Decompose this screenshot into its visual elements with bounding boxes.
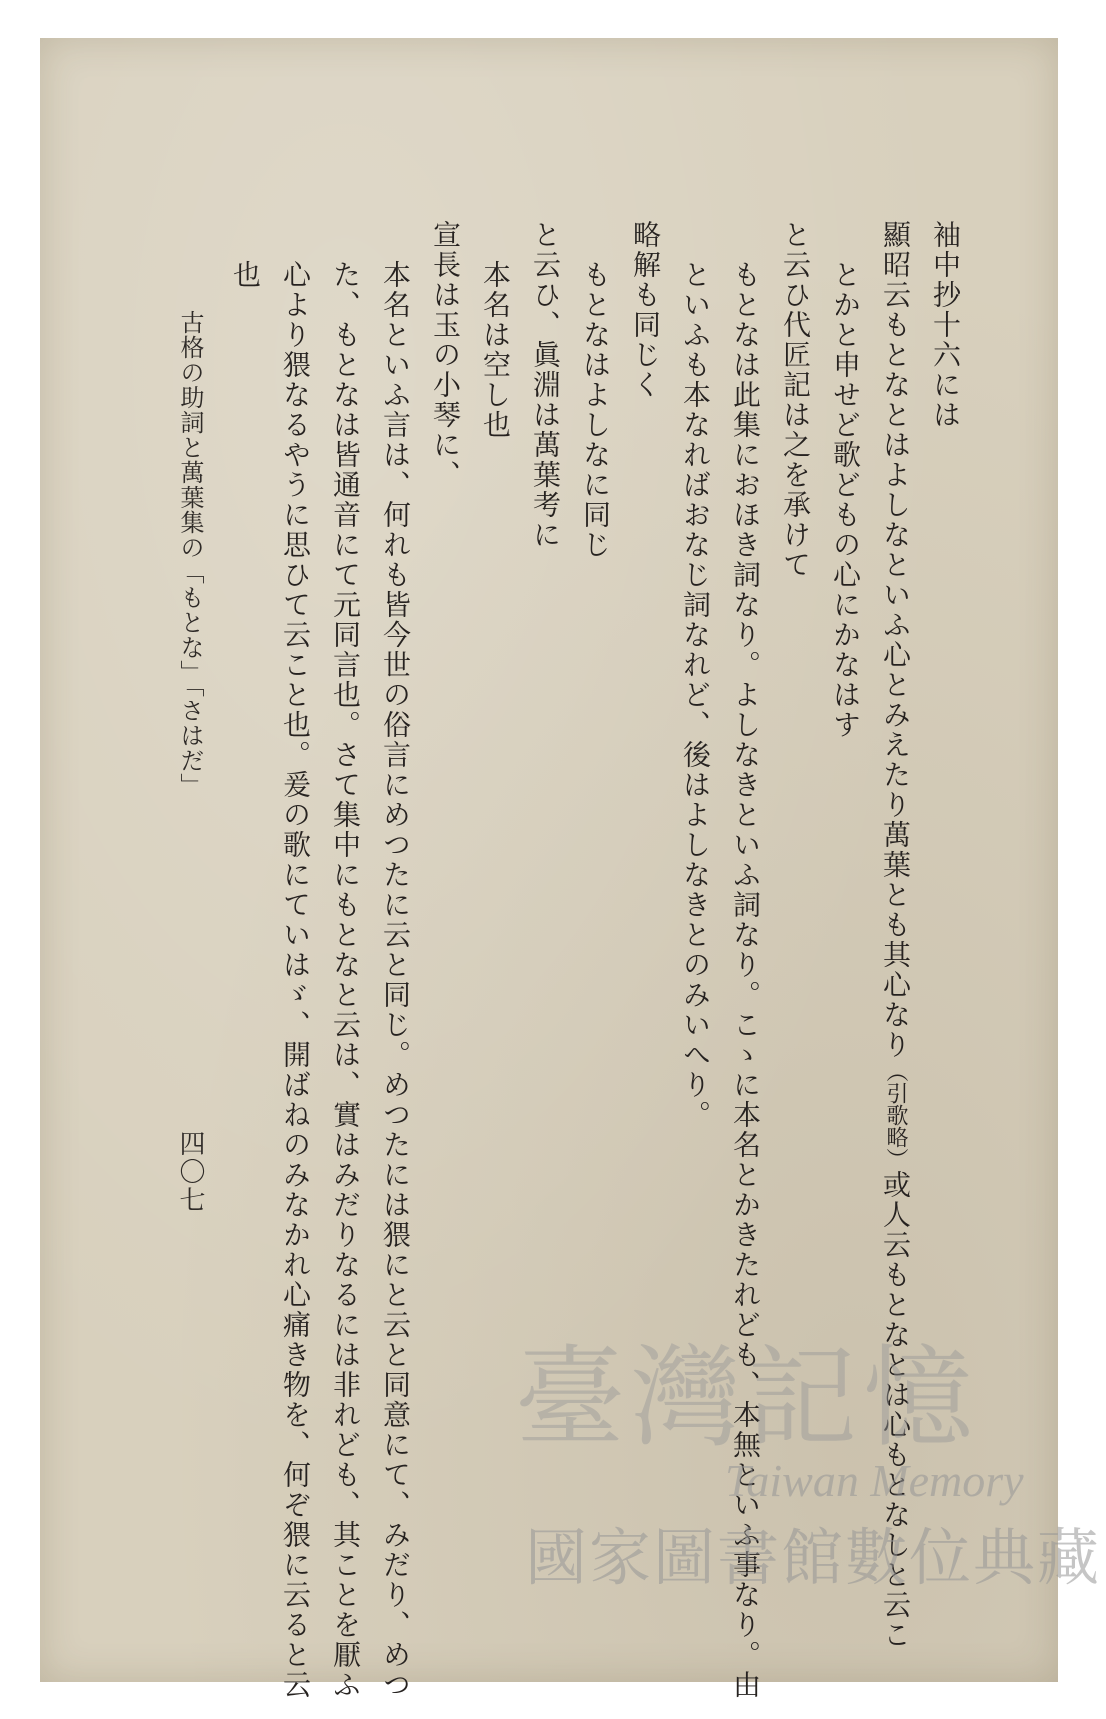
- text-column-10: 本名は空し也: [479, 260, 512, 440]
- text-column-5: もとなは此集におほき詞なり。よしなきといふ詞なり。こゝに本名とかきたれども、本無といふ事なり。由: [729, 260, 762, 1700]
- running-title: 古格の助詞と萬葉集の「もとな」「さはだ」: [176, 310, 204, 798]
- text-column-8: もとなはよしなに同じ: [579, 260, 612, 560]
- page-number: 四〇七: [175, 1130, 205, 1214]
- text-column-3: とかと申せど歌どもの心にかなはす: [829, 260, 862, 740]
- text-column-2-main: 顯昭云もとなとはよしなといふ心とみえたり萬葉とも其心なり: [879, 220, 912, 1060]
- scanned-page: [40, 38, 1102, 1700]
- text-column-9: と云ひ、眞淵は萬葉考に: [529, 220, 562, 550]
- text-column-12: 本名といふ言は、何れも皆今世の俗言にめつたに云と同じ。めつたには猥にと云と同意にて、みだり、めつ: [379, 260, 412, 1700]
- text-column-2-rest: 或人云もとなとは心もとなしと云こ: [879, 1170, 912, 1650]
- text-column-15: 也: [229, 260, 262, 290]
- inline-note: （引歌略）: [883, 1060, 908, 1170]
- watermark-logo: 臺灣記憶: [515, 1334, 979, 1462]
- text-column-14: 心より猥なるやうに思ひて云こと也。爰の歌にていはゞ、開ばねのみなかれ心痛き物を、何ぞ猥に云ると云: [279, 260, 312, 1700]
- text-column-4: と云ひ代匠記は之を承けて: [779, 220, 812, 580]
- watermark-library: 國家圖書館數位典藏: [525, 1521, 1102, 1594]
- text-column-13: た、もとなは皆通音にて元同言也。さて集中にもとなと云は、實はみだりなるには非れども、其ことを厭ふ: [329, 260, 362, 1700]
- watermark-english: Taiwan Memory: [725, 1455, 1024, 1506]
- text-column-1: 袖中抄十六には: [929, 220, 962, 430]
- watermark: [515, 1334, 1102, 1638]
- text-column-6: といふも本なればおなじ詞なれど、後はよしなきとのみいへり。: [679, 260, 712, 1130]
- text-column-7: 略解も同じく: [629, 220, 662, 400]
- text-column-11: 宣長は玉の小琴に、: [429, 220, 462, 490]
